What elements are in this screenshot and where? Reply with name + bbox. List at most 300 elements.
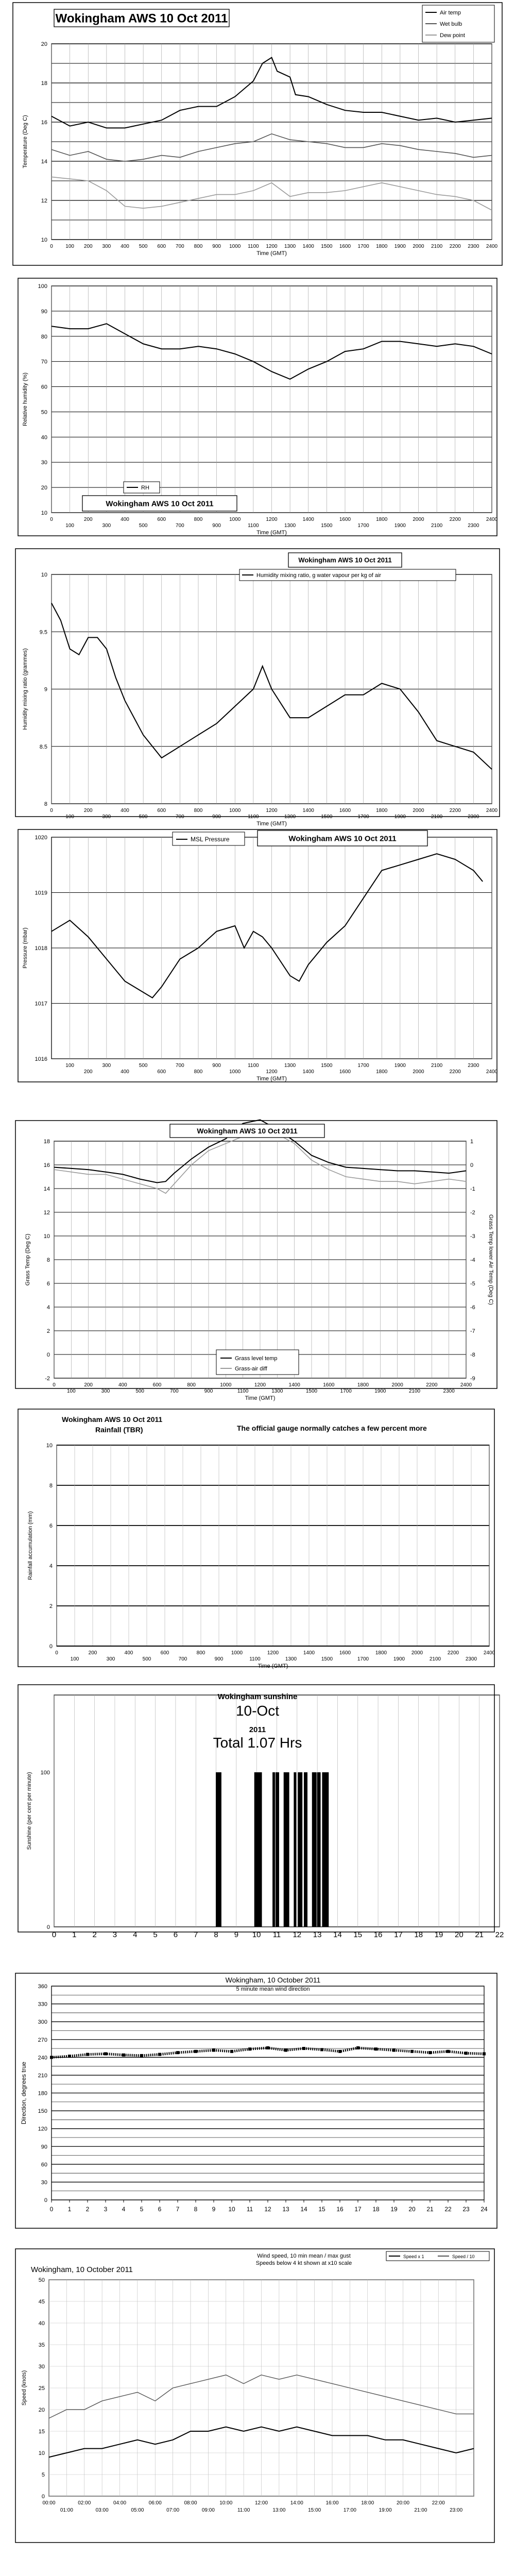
x-tick-label: 3 xyxy=(112,1930,117,1939)
x-tick-label: 200 xyxy=(84,1382,93,1388)
x-tick-label: 10:00 xyxy=(219,2500,233,2506)
y-axis-label: Grass Temp (Deg C) xyxy=(25,1233,31,1286)
x-tick-label: 16 xyxy=(373,1930,383,1939)
legend-label: Grass-air diff xyxy=(235,1366,267,1372)
sunshine-bar xyxy=(314,1772,317,1927)
chart-title: Wokingham AWS 10 Oct 2011 xyxy=(197,1126,298,1135)
x-tick-label: 1 xyxy=(72,1930,77,1939)
x-tick-label: 2000 xyxy=(413,517,424,522)
x-tick-label: 900 xyxy=(212,1063,221,1069)
y-tick-label: 1016 xyxy=(35,1056,47,1062)
x-tick-label: 800 xyxy=(194,808,203,814)
x-tick-label: 2400 xyxy=(483,1650,495,1656)
y-tick-label: 90 xyxy=(41,2144,47,2150)
x-tick-label: 400 xyxy=(124,1650,133,1656)
x-tick-label: 700 xyxy=(176,523,184,529)
x-tick-label: 200 xyxy=(83,244,93,249)
x-tick-label: 2300 xyxy=(468,814,479,820)
chart-annotation: The official gauge normally catches a few percent more xyxy=(237,1424,427,1432)
sunshine-bar xyxy=(219,1772,221,1927)
x-tick-label: 2100 xyxy=(429,1656,441,1662)
x-tick-label: 1900 xyxy=(394,814,406,820)
chart-subtitle: Rainfall (TBR) xyxy=(95,1426,143,1434)
x-tick-label: 1800 xyxy=(376,244,388,249)
y-tick-label: 18 xyxy=(41,80,47,87)
x-tick-label: 400 xyxy=(121,244,129,249)
x-tick-label: 1100 xyxy=(237,1388,249,1394)
x-tick-label: 1300 xyxy=(285,1656,297,1662)
x-tick-label: 800 xyxy=(196,1650,205,1656)
x-tick-label: 1200 xyxy=(267,1650,279,1656)
x-tick-label: 1200 xyxy=(266,517,278,522)
y-axis-label: Rainfall accumulation (mm) xyxy=(27,1511,33,1580)
x-tick-label: 1100 xyxy=(248,1063,259,1069)
x-tick-label: 200 xyxy=(83,808,93,814)
x-tick-label: 2300 xyxy=(443,1388,455,1394)
x-tick-label: 1000 xyxy=(229,1069,241,1075)
y-right-tick-label: -7 xyxy=(470,1328,475,1334)
x-tick-label: 2300 xyxy=(468,1063,479,1069)
y-tick-label: 330 xyxy=(38,2001,47,2008)
x-tick-label: 1500 xyxy=(321,523,333,529)
x-tick-label: 21:00 xyxy=(414,2507,427,2513)
x-tick-label: 9 xyxy=(212,2206,216,2213)
x-tick-label: 20 xyxy=(455,1930,464,1939)
x-tick-label: 400 xyxy=(121,517,129,522)
y-tick-label: 40 xyxy=(38,2320,45,2327)
x-tick-label: 100 xyxy=(70,1656,79,1662)
x-tick-label: 2400 xyxy=(486,244,498,249)
y-tick-label: 30 xyxy=(41,460,47,466)
x-tick-label: 300 xyxy=(102,1063,111,1069)
x-tick-label: 1200 xyxy=(266,244,278,249)
y-tick-label: 18 xyxy=(43,1139,50,1145)
legend-label: RH xyxy=(141,485,149,491)
x-tick-label: 2200 xyxy=(449,244,461,249)
x-tick-label: 300 xyxy=(102,244,111,249)
x-tick-label: 18:00 xyxy=(361,2500,374,2506)
y-tick-label: 16 xyxy=(41,120,47,126)
x-tick-label: 2200 xyxy=(449,808,461,814)
x-tick-label: 14 xyxy=(333,1930,342,1939)
x-tick-label: 21 xyxy=(475,1930,484,1939)
x-tick-label: 300 xyxy=(106,1656,115,1662)
y-tick-label: 1020 xyxy=(35,835,47,841)
x-tick-label: 0 xyxy=(50,517,53,522)
y-tick-label: 360 xyxy=(38,1984,47,1990)
legend-label: Air temp xyxy=(440,10,461,16)
x-tick-label: 900 xyxy=(212,814,221,820)
x-tick-label: 1800 xyxy=(357,1382,369,1388)
x-tick-label: 1600 xyxy=(339,517,351,522)
sunshine-bar xyxy=(260,1772,262,1927)
sunshine-bar xyxy=(272,1772,275,1927)
y-tick-label: 60 xyxy=(41,2161,47,2168)
y-tick-label: 150 xyxy=(38,2108,47,2115)
x-tick-label: 20 xyxy=(408,2206,416,2213)
x-tick-label: 1100 xyxy=(249,1656,261,1662)
x-tick-label: 300 xyxy=(102,523,111,529)
x-tick-label: 700 xyxy=(176,244,184,249)
y-tick-label: 12 xyxy=(43,1210,50,1216)
x-tick-label: 400 xyxy=(121,1069,129,1075)
y-tick-label: 30 xyxy=(41,2179,47,2186)
y-tick-label: 1019 xyxy=(35,890,47,896)
x-tick-label: 12:00 xyxy=(254,2500,268,2506)
y-right-tick-label: -9 xyxy=(470,1376,475,1382)
chart-title: Wokingham AWS 10 Oct 2011 xyxy=(106,499,214,509)
x-tick-label: 600 xyxy=(152,1382,162,1388)
sunshine-bar xyxy=(287,1772,289,1927)
x-tick-label: 1200 xyxy=(266,1069,278,1075)
x-tick-label: 1000 xyxy=(231,1650,243,1656)
x-tick-label: 4 xyxy=(133,1930,138,1939)
x-tick-label: 4 xyxy=(122,2206,126,2213)
chart-panel xyxy=(15,2249,494,2543)
sunshine-bar xyxy=(294,1772,296,1927)
chart-note: Speeds below 4 kt shown at x10 scale xyxy=(255,2260,352,2266)
x-tick-label: 500 xyxy=(139,814,148,820)
x-tick-label: 2000 xyxy=(411,1650,423,1656)
x-tick-label: 900 xyxy=(212,523,221,529)
x-tick-label: 02:00 xyxy=(78,2500,91,2506)
y-tick-label: 8 xyxy=(46,1257,50,1263)
x-tick-label: 2400 xyxy=(486,808,498,814)
x-tick-label: 19 xyxy=(390,2206,398,2213)
y-tick-label: 14 xyxy=(41,159,47,165)
y-tick-label: 35 xyxy=(38,2342,45,2348)
x-tick-label: 06:00 xyxy=(148,2500,162,2506)
y-right-tick-label: -6 xyxy=(470,1304,475,1311)
x-tick-label: 1500 xyxy=(321,814,333,820)
x-tick-label: 1400 xyxy=(288,1382,300,1388)
y-tick-label: 270 xyxy=(38,2037,47,2043)
x-tick-label: 400 xyxy=(121,808,129,814)
x-tick-label: 1300 xyxy=(284,244,296,249)
x-tick-label: 1700 xyxy=(357,1656,369,1662)
x-tick-label: 01:00 xyxy=(60,2507,73,2513)
x-tick-label: 1500 xyxy=(305,1388,318,1394)
x-tick-label: 1100 xyxy=(248,244,259,249)
y-tick-label: 6 xyxy=(46,1281,50,1287)
x-tick-label: 1100 xyxy=(248,814,259,820)
y-axis-label: Relative humidity (%) xyxy=(22,372,28,426)
x-tick-label: 100 xyxy=(65,244,74,249)
x-tick-label: 1800 xyxy=(376,808,388,814)
x-tick-label: 100 xyxy=(65,814,74,820)
x-tick-label: 21 xyxy=(426,2206,434,2213)
x-tick-label: 0 xyxy=(55,1650,58,1656)
chart-panel xyxy=(15,1121,497,1388)
legend-label: Speed / 10 xyxy=(452,2254,475,2259)
y-tick-label: 1017 xyxy=(35,1001,47,1007)
y-right-tick-label: -1 xyxy=(470,1186,475,1192)
y-tick-label: 240 xyxy=(38,2055,47,2061)
x-tick-label: 1400 xyxy=(302,1069,314,1075)
legend-label: Wet bulb xyxy=(440,21,462,27)
x-tick-label: 1600 xyxy=(339,244,351,249)
y-tick-label: 60 xyxy=(41,384,47,391)
y-axis-label: Temperature (Deg C) xyxy=(22,115,28,168)
x-tick-label: 200 xyxy=(83,1069,93,1075)
x-tick-label: 5 xyxy=(140,2206,144,2213)
x-tick-label: 1700 xyxy=(357,1063,369,1069)
y-right-tick-label: -4 xyxy=(470,1257,475,1263)
x-tick-label: 1600 xyxy=(323,1382,335,1388)
x-tick-label: 100 xyxy=(65,1063,74,1069)
x-tick-label: 1000 xyxy=(229,244,241,249)
x-tick-label: 700 xyxy=(178,1656,187,1662)
x-tick-label: 1400 xyxy=(302,517,314,522)
x-tick-label: 22:00 xyxy=(432,2500,445,2506)
x-axis-label: Time (GMT) xyxy=(258,1663,288,1669)
y-tick-label: 100 xyxy=(38,283,47,290)
y-tick-label: 50 xyxy=(38,2277,45,2283)
x-tick-label: 800 xyxy=(194,1069,203,1075)
x-tick-label: 1900 xyxy=(374,1388,386,1394)
y-tick-label: 6 xyxy=(49,1523,53,1529)
x-tick-label: 200 xyxy=(88,1650,97,1656)
x-tick-label: 12 xyxy=(264,2206,271,2213)
x-tick-label: 1600 xyxy=(339,1069,351,1075)
legend-label: MSL Pressure xyxy=(191,836,230,843)
chart-title: Wokingham AWS 10 Oct 2011 xyxy=(288,834,397,843)
x-tick-label: 22 xyxy=(495,1930,504,1939)
x-tick-label: 500 xyxy=(139,244,148,249)
y-tick-label: 25 xyxy=(38,2385,45,2392)
chart-total: Total 1.07 Hrs xyxy=(213,1735,302,1751)
x-tick-label: 200 xyxy=(83,517,93,522)
x-tick-label: 8 xyxy=(214,1930,218,1939)
y-tick-label: 15 xyxy=(38,2429,45,2435)
y-tick-label: 100 xyxy=(40,1770,50,1776)
x-tick-label: 1400 xyxy=(302,808,314,814)
chart-year: 2011 xyxy=(249,1725,266,1734)
x-tick-label: 700 xyxy=(176,814,184,820)
y-tick-label: 90 xyxy=(41,308,47,315)
x-tick-label: 1100 xyxy=(248,523,259,529)
legend-label: Humidity mixing ratio, g water vapour per kg of air xyxy=(256,572,382,579)
x-tick-label: 15 xyxy=(353,1930,363,1939)
x-tick-label: 18 xyxy=(372,2206,380,2213)
x-tick-label: 900 xyxy=(212,244,221,249)
x-tick-label: 10 xyxy=(228,2206,235,2213)
x-tick-label: 09:00 xyxy=(201,2507,215,2513)
x-tick-label: 0 xyxy=(50,244,53,249)
x-tick-label: 23:00 xyxy=(450,2507,463,2513)
chart-title: Wokingham AWS 10 Oct 2011 xyxy=(298,556,392,564)
y-tick-label: 9 xyxy=(44,686,47,693)
y-tick-label: 2 xyxy=(46,1328,50,1334)
x-tick-label: 500 xyxy=(139,523,148,529)
x-tick-label: 0 xyxy=(49,2206,54,2213)
y-tick-label: 5 xyxy=(41,2472,45,2478)
x-tick-label: 1 xyxy=(67,2206,72,2213)
y-tick-label: 210 xyxy=(38,2072,47,2079)
x-tick-label: 14 xyxy=(300,2206,307,2213)
x-tick-label: 2200 xyxy=(449,517,461,522)
x-tick-label: 7 xyxy=(194,1930,198,1939)
y-tick-label: 8 xyxy=(49,1483,53,1489)
y-tick-label: 70 xyxy=(41,359,47,365)
x-tick-label: 500 xyxy=(135,1388,145,1394)
chart-subtitle: Wind speed, 10 min mean / max gust xyxy=(257,2253,351,2259)
x-tick-label: 17:00 xyxy=(343,2507,356,2513)
x-tick-label: 2 xyxy=(92,1930,97,1939)
x-tick-label: 15:00 xyxy=(308,2507,321,2513)
x-tick-label: 600 xyxy=(160,1650,169,1656)
y-tick-label: 20 xyxy=(41,41,47,47)
chart-subtitle: 10-Oct xyxy=(235,1703,280,1719)
x-tick-label: 600 xyxy=(157,244,166,249)
y-tick-label: 12 xyxy=(41,198,47,204)
y-tick-label: 0 xyxy=(44,2197,47,2204)
x-tick-label: 1700 xyxy=(340,1388,352,1394)
x-tick-label: 600 xyxy=(157,1069,166,1075)
y-tick-label: 0 xyxy=(46,1924,50,1930)
x-tick-label: 9 xyxy=(234,1930,239,1939)
x-tick-label: 04:00 xyxy=(113,2500,127,2506)
x-tick-label: 20:00 xyxy=(396,2500,410,2506)
x-tick-label: 2400 xyxy=(486,517,498,522)
y-axis-label: Speed (knots) xyxy=(21,2370,27,2406)
x-tick-label: 1500 xyxy=(321,244,333,249)
x-tick-label: 600 xyxy=(157,808,166,814)
x-tick-label: 1600 xyxy=(339,1650,351,1656)
x-tick-label: 2000 xyxy=(413,1069,424,1075)
y-axis-label: Pressure (mbar) xyxy=(22,927,28,969)
x-tick-label: 500 xyxy=(142,1656,151,1662)
y-right-tick-label: 0 xyxy=(470,1162,474,1168)
x-tick-label: 24 xyxy=(480,2206,488,2213)
y-axis-label: Sunshine (per cent per minute) xyxy=(26,1772,32,1850)
x-tick-label: 8 xyxy=(194,2206,198,2213)
y-right-tick-label: -5 xyxy=(470,1281,475,1287)
x-tick-label: 7 xyxy=(176,2206,180,2213)
x-tick-label: 400 xyxy=(118,1382,127,1388)
x-tick-label: 18 xyxy=(414,1930,423,1939)
x-tick-label: 22 xyxy=(444,2206,452,2213)
x-tick-label: 2300 xyxy=(465,1656,477,1662)
x-tick-label: 1400 xyxy=(303,1650,315,1656)
x-tick-label: 900 xyxy=(204,1388,213,1394)
x-axis-label: Time (GMT) xyxy=(245,1395,276,1401)
y-tick-label: 20 xyxy=(41,485,47,492)
legend-label: Speed x 1 xyxy=(403,2254,424,2259)
x-tick-label: 2000 xyxy=(391,1382,403,1388)
x-tick-label: 19:00 xyxy=(379,2507,392,2513)
chart-panel xyxy=(18,829,497,1082)
x-tick-label: 3 xyxy=(104,2206,108,2213)
x-tick-label: 2100 xyxy=(431,814,443,820)
x-tick-label: 07:00 xyxy=(166,2507,180,2513)
chart-panel xyxy=(15,1973,497,2228)
y-tick-label: 120 xyxy=(38,2126,47,2132)
sunshine-bar xyxy=(318,1772,321,1927)
sunshine-bar xyxy=(326,1772,329,1927)
x-tick-label: 17 xyxy=(394,1930,403,1939)
y-right-tick-label: 1 xyxy=(470,1139,474,1145)
y-tick-label: 9.5 xyxy=(39,629,47,636)
x-tick-label: 12 xyxy=(293,1930,302,1939)
x-tick-label: 1300 xyxy=(284,523,296,529)
x-tick-label: 1900 xyxy=(394,244,406,249)
x-tick-label: 11 xyxy=(272,1930,281,1939)
x-tick-label: 900 xyxy=(214,1656,224,1662)
y-tick-label: 2 xyxy=(49,1603,53,1609)
y-tick-label: -2 xyxy=(45,1376,50,1382)
y-tick-label: 300 xyxy=(38,2019,47,2026)
x-tick-label: 15 xyxy=(318,2206,325,2213)
x-tick-label: 1800 xyxy=(376,1069,388,1075)
x-tick-label: 1700 xyxy=(357,523,369,529)
y-tick-label: 0 xyxy=(41,2494,45,2500)
y-right-tick-label: -2 xyxy=(470,1210,475,1216)
x-tick-label: 800 xyxy=(187,1382,196,1388)
y-tick-label: 50 xyxy=(41,409,47,416)
x-tick-label: 700 xyxy=(176,1063,184,1069)
x-tick-label: 2300 xyxy=(468,244,479,249)
x-tick-label: 1200 xyxy=(266,808,278,814)
x-tick-label: 1000 xyxy=(220,1382,232,1388)
x-tick-label: 2400 xyxy=(460,1382,472,1388)
x-tick-label: 14:00 xyxy=(290,2500,303,2506)
chart-subtitle: 5 minute mean wind direction xyxy=(236,1986,310,1992)
chart-title: Wokingham sunshine xyxy=(217,1692,298,1701)
x-tick-label: 2000 xyxy=(413,808,424,814)
x-tick-label: 16 xyxy=(336,2206,344,2213)
sunshine-bar xyxy=(277,1772,279,1927)
y-tick-label: 10 xyxy=(46,1443,53,1449)
y-tick-label: 1018 xyxy=(35,945,47,952)
x-tick-label: 13 xyxy=(282,2206,289,2213)
y-tick-label: 4 xyxy=(49,1563,53,1569)
y-tick-label: 10 xyxy=(41,510,47,516)
x-tick-label: 1800 xyxy=(375,1650,387,1656)
x-tick-label: 2300 xyxy=(468,523,479,529)
x-tick-label: 600 xyxy=(157,517,166,522)
x-tick-label: 6 xyxy=(158,2206,162,2213)
x-tick-label: 2200 xyxy=(426,1382,438,1388)
y-tick-label: 45 xyxy=(38,2299,45,2305)
x-tick-label: 2100 xyxy=(431,1063,443,1069)
x-tick-label: 800 xyxy=(194,244,203,249)
y-tick-label: 0 xyxy=(49,1643,53,1650)
x-tick-label: 08:00 xyxy=(184,2500,197,2506)
x-tick-label: 1600 xyxy=(339,808,351,814)
x-tick-label: 1800 xyxy=(376,517,388,522)
x-tick-label: 1300 xyxy=(284,814,296,820)
x-tick-label: 2100 xyxy=(431,244,443,249)
x-tick-label: 05:00 xyxy=(131,2507,144,2513)
x-tick-label: 13:00 xyxy=(272,2507,286,2513)
y-axis-label: Direction, degrees true xyxy=(20,2061,27,2125)
y-tick-label: 0 xyxy=(46,1352,50,1358)
x-axis-label: Time (GMT) xyxy=(256,530,287,536)
x-tick-label: 5 xyxy=(153,1930,158,1939)
y-axis-label: Humidity mixing ratio (grammes) xyxy=(22,648,28,730)
x-tick-label: 2100 xyxy=(408,1388,421,1394)
y-tick-label: 8 xyxy=(44,801,47,807)
chart-panel xyxy=(18,1409,494,1667)
y-tick-label: 10 xyxy=(38,2450,45,2456)
x-tick-label: 0 xyxy=(52,1930,57,1939)
y-tick-label: 10 xyxy=(41,572,47,578)
x-tick-label: 6 xyxy=(173,1930,178,1939)
y-tick-label: 180 xyxy=(38,2090,47,2097)
x-tick-label: 1300 xyxy=(284,1063,296,1069)
y-tick-label: 30 xyxy=(38,2364,45,2370)
